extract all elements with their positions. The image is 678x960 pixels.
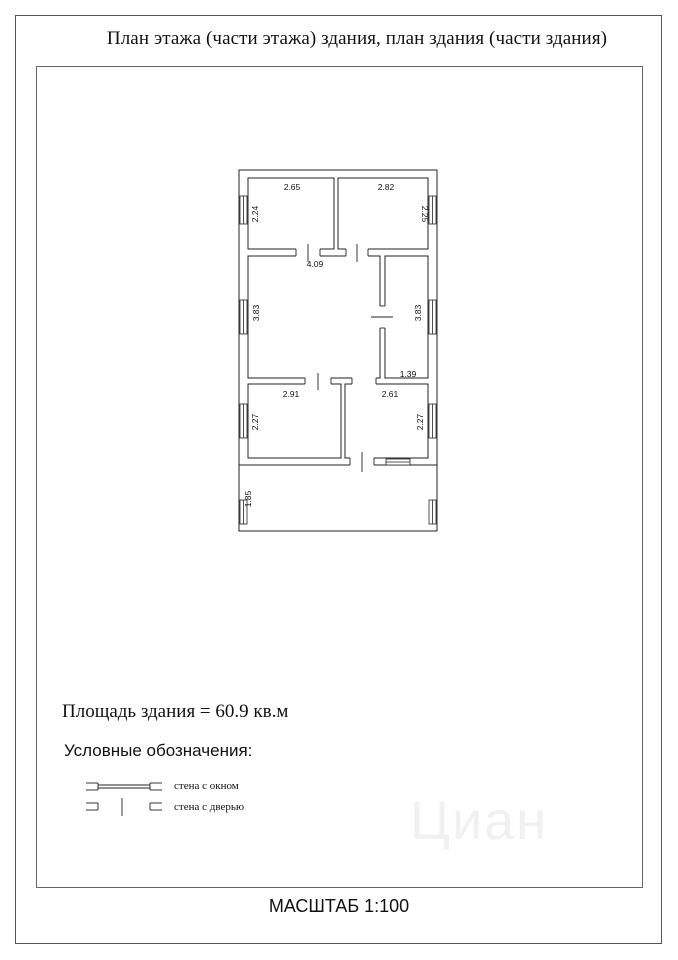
watermark-logo: Циан [410,791,548,851]
page-title: План этажа (части этажа) здания, план здания (части здания) [106,28,608,49]
room-e-width: 2.91 [282,389,300,399]
room-f-width: 2.61 [381,389,399,399]
room-c-walls [248,256,380,378]
legend-window-label: стена с окном [174,780,239,792]
room-f-height: 2.27 [415,413,425,431]
room-b-width: 2.82 [377,182,395,192]
terrace-height: 1.85 [243,490,253,508]
room-a-height: 2.24 [250,205,260,223]
legend-title: Условные обозначения: [64,741,253,760]
scale-label: МАСШТАБ 1:100 [268,896,410,916]
room-d-height: 3.83 [413,304,423,322]
legend-door-symbol [86,798,162,816]
legend-door-label: стена с дверью [174,801,245,813]
room-c-width: 4.09 [306,259,324,269]
building-area: Площадь здания = 60.9 кв.м [62,701,289,722]
room-b-height: 2.25 [420,205,430,223]
room-a-width: 2.65 [283,182,301,192]
room-c-height: 3.83 [251,304,261,322]
room-e-height: 2.27 [250,413,260,431]
room-d-width: 1.39 [399,369,417,379]
legend-window-symbol [86,783,162,790]
